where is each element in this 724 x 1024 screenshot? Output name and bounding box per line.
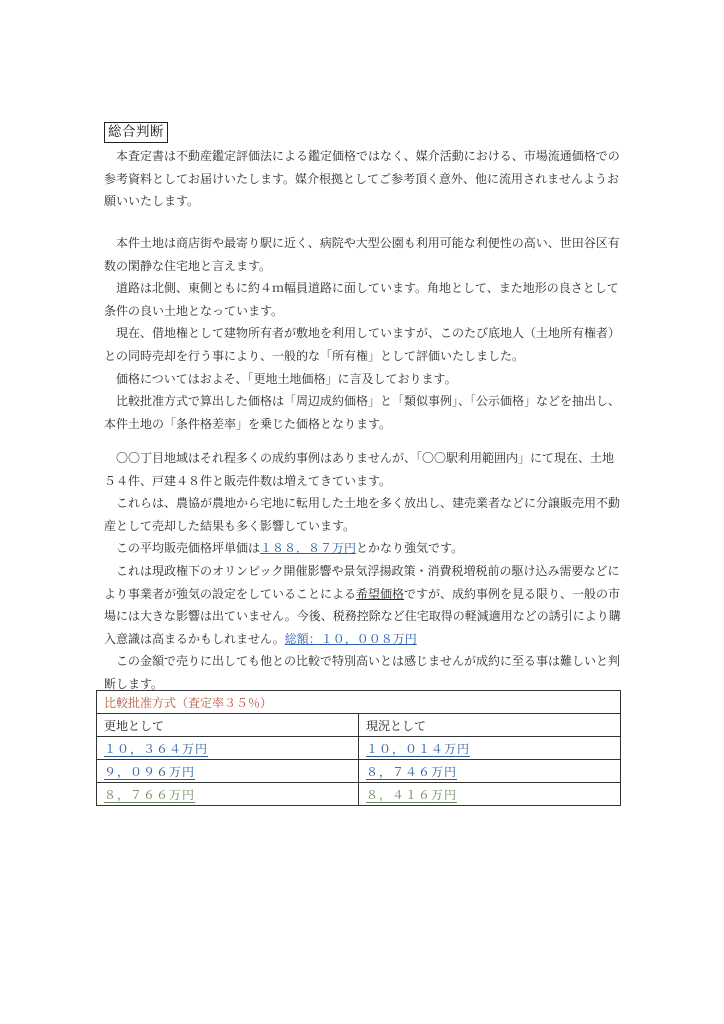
table-row: [97, 760, 621, 783]
table-cell: [359, 783, 621, 806]
body1-paragraph-1: 本件土地は商店街や最寄り駅に近く、病院や大型公園も利用可能な利便性の高い、世田谷区有数の閑静な住宅地と言えます。: [104, 236, 620, 273]
body2-paragraph-5: この金額で売りに出しても他との比較で特別高いとは感じませんが成約に至る事は難しいと判断します。: [104, 654, 621, 691]
table-cell: [97, 737, 359, 760]
table-title-row: [97, 691, 621, 714]
price-value: ９，０９６万円: [104, 764, 196, 779]
price-comparison-table: [96, 690, 621, 806]
header-current-state: 現況として: [359, 714, 621, 737]
market-pre: これは現政権下のオリンピック開催影響や景気浮揚政策・消費税増税前の駆け込み需要などにより事業者が強気の設定をしていることによる: [104, 563, 620, 601]
price-value: ８，７６６万円: [104, 787, 196, 802]
body1-paragraph-5: 比較批准方式で算出した価格は「周辺成約価格」と「類似事例」、「公示価格」などを抽出し、本件土地の「条件格差率」を乗じた価格となります。: [104, 394, 621, 431]
intro-text: 本査定書は不動産鑑定評価法による鑑定価格ではなく、媒介活動における、市場流通価格での参考資料としてお届けいたします。媒介根拠としてご参考頂く意外、他に流用されませんようお願いいたします。: [104, 149, 620, 209]
table-title: 比較批准方式（査定率３５％）: [97, 691, 621, 714]
land-description: [104, 232, 624, 435]
table-cell: [97, 760, 359, 783]
table-row: [97, 783, 621, 806]
asking-price-term: 希望価格: [356, 586, 405, 601]
price-value: １０，０１４万円: [366, 741, 471, 756]
avg-price-post: とかなり強気です。: [356, 541, 464, 556]
body2-paragraph-3: [104, 537, 624, 560]
table-cell: [97, 783, 359, 806]
body1-paragraph-2: 道路は北側、東側ともに約４ｍ幅員道路に面しています。角地として、また地形の良さとして条件の良い土地となっています。: [104, 281, 619, 318]
price-value: ８，７４６万円: [366, 764, 458, 779]
avg-price-pre: この平均販売価格坪単価は: [116, 541, 261, 556]
body2-paragraph-2: これらは、農協が農地から宅地に転用した土地を多く放出し、建売業者などに分譲販売用不動産として売却した結果も多く影響しています。: [104, 496, 621, 533]
price-value: １０，３６４万円: [104, 741, 209, 756]
total-amount: 総額：１０，００８万円: [284, 631, 417, 646]
avg-price-value: １８８．８７万円: [260, 541, 357, 556]
body1-paragraph-3: 現在、借地権として建物所有者が敷地を利用していますが、このたび底地人（土地所有権者）との同時売却を行う事により、一般的な「所有権」として評価いたしました。: [104, 326, 621, 363]
market-analysis: [104, 447, 624, 696]
table-cell: [359, 737, 621, 760]
table-cell: [359, 760, 621, 783]
price-value: ８，４１６万円: [366, 787, 458, 802]
body2-paragraph-1: 〇〇丁目地域はそれ程多くの成約事例はありませんが、「〇〇駅利用範囲内」にて現在、土地５４件、戸建４８件と販売件数は増えてきています。: [104, 451, 615, 488]
table-row: [97, 737, 621, 760]
body1-paragraph-4: 価格についてはおよそ、「更地土地価格」に言及しております。: [116, 371, 457, 386]
header-vacant-land: 更地として: [97, 714, 359, 737]
market-mid: ですが、成約事例を見る限り、一般の市場には大きな影響は出ていません。今後、税務控除など住宅取得の軽減適用などの誘引により購入意識は高まるかもしれません。: [104, 586, 621, 646]
table-header-row: [97, 714, 621, 737]
intro-paragraph: [104, 145, 624, 213]
body2-paragraph-4: [104, 560, 624, 650]
section-heading: 総合判断: [104, 122, 168, 143]
